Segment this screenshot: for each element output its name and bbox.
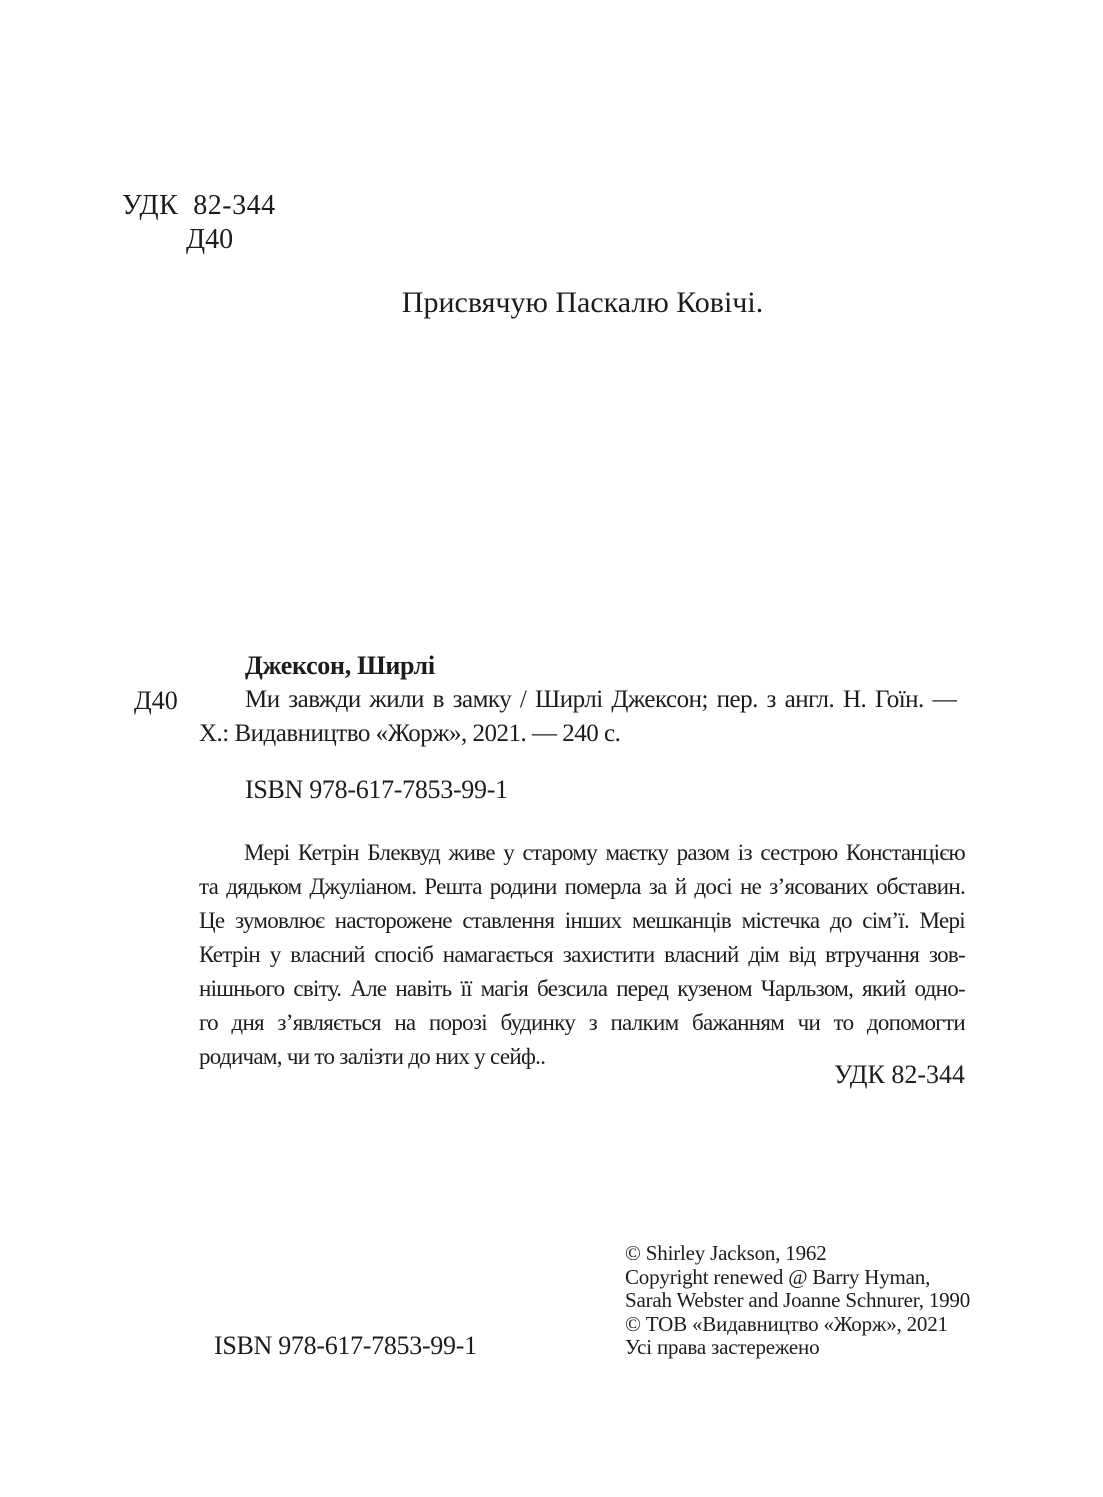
isbn-number: ISBN 978-617-7853-99-1 — [245, 775, 508, 804]
udk-classification-top: УДК 82-344 — [122, 190, 276, 221]
annotation-line: нішнього світу. Але навіть її магія безсила перед кузеном Чарльзом, який одно- — [199, 976, 965, 1001]
annotation-line: родичам, чи то залізти до них у сейф.. — [199, 1044, 546, 1069]
isbn-number-bottom: ISBN 978-617-7853-99-1 — [214, 1331, 477, 1360]
bibliography-description-line1: Ми завжди жили в замку / Ширлі Джексон; пер. з англ. Н. Гоїн. — — [245, 686, 957, 713]
annotation-paragraph — [199, 836, 965, 1074]
annotation-line: го дня з’являється на порозі будинку з палким бажанням чи то допомогти — [199, 1010, 965, 1035]
copyright-line: Sarah Webster and Joanne Schnurer, 1990 — [625, 1288, 971, 1312]
udk-classification-bottom: УДК 82-344 — [833, 1060, 965, 1089]
copyright-line: © ТОВ «Видавництво «Жорж», 2021 — [625, 1311, 948, 1336]
copyright-block — [625, 1242, 970, 1360]
bibliography-author-sign: Д40 — [134, 686, 178, 715]
annotation-line: та дядьком Джуліаном. Решта родини померла за й досі не з’ясованих обставин. — [199, 874, 965, 899]
author-sign-top: Д40 — [186, 224, 234, 255]
copyright-line: © Shirley Jackson, 1962 — [625, 1241, 827, 1265]
annotation-line: Це зумовлює насторожене ставлення інших мешканців містечка до сім’ї. Мері — [199, 908, 965, 933]
annotation-line: Кетрін у власний спосіб намагається захистити власний дім від втручання зов- — [199, 942, 965, 967]
copyright-line: Copyright renewed @ Barry Hyman, — [625, 1264, 931, 1289]
copyright-line: Усі права застережено — [625, 1335, 820, 1359]
bibliography-description-line2: Х.: Видавництво «Жорж», 2021. — 240 с. — [199, 720, 621, 747]
dedication-text: Присвячую Паскалю Ковічі. — [401, 286, 764, 319]
annotation-line: Мері Кетрін Блеквуд живе у старому маєтку разом із сестрою Констанцією — [244, 840, 965, 865]
bibliography-author: Джексон, Ширлі — [245, 651, 435, 680]
